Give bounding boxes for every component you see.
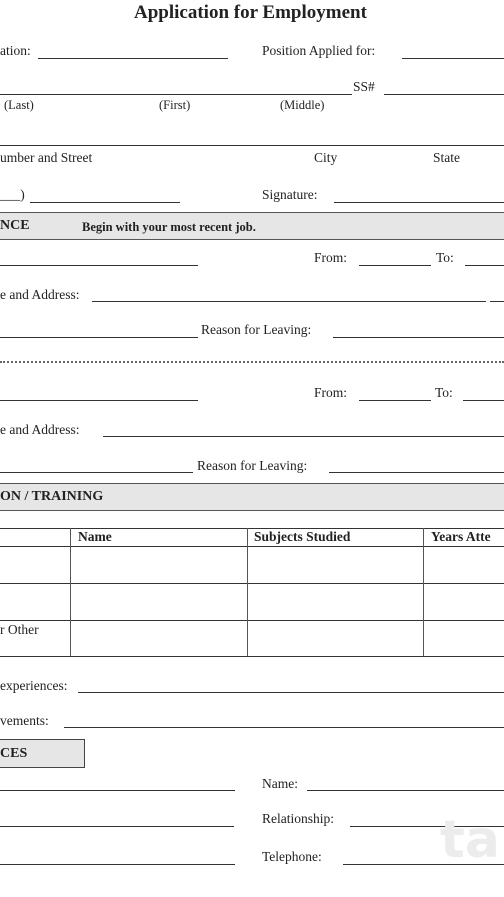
ss-label: SS# bbox=[353, 79, 375, 94]
address-field[interactable] bbox=[0, 145, 504, 146]
phone-paren: ___) bbox=[0, 187, 25, 202]
job1-address-field[interactable] bbox=[92, 301, 486, 302]
job1-reason-label: Reason for Leaving: bbox=[201, 322, 312, 337]
phone-field[interactable] bbox=[30, 202, 180, 203]
job1-to-field[interactable] bbox=[465, 265, 504, 266]
position-field[interactable] bbox=[38, 58, 228, 59]
job1-supervisor-field[interactable] bbox=[0, 337, 198, 338]
position-applied-for-field[interactable] bbox=[402, 58, 504, 59]
job2-from-label: From: bbox=[314, 385, 348, 400]
job-separator bbox=[0, 361, 504, 363]
edu-row-label-3: r Other bbox=[0, 622, 39, 637]
signature-label: Signature: bbox=[262, 187, 318, 202]
street-caption: umber and Street bbox=[0, 150, 93, 165]
ref-telephone-label: Telephone: bbox=[262, 849, 322, 864]
position-label: ation: bbox=[0, 43, 31, 58]
job1-address-field-end[interactable] bbox=[490, 301, 504, 302]
ref-left-field-2[interactable] bbox=[0, 826, 234, 827]
ss-field[interactable] bbox=[384, 94, 504, 95]
job2-reason-field[interactable] bbox=[329, 472, 504, 473]
ref-relationship-label: Relationship: bbox=[262, 811, 334, 826]
achievements-field[interactable] bbox=[64, 727, 504, 728]
references-section-title: CES bbox=[0, 746, 28, 761]
page-title: Application for Employment bbox=[134, 2, 367, 23]
experiences-label: experiences: bbox=[0, 678, 68, 693]
edu-row3-bottom bbox=[0, 656, 504, 657]
job1-employer-field[interactable] bbox=[0, 265, 198, 266]
job2-employer-field[interactable] bbox=[0, 400, 198, 401]
experiences-field[interactable] bbox=[78, 692, 504, 693]
middle-name-caption: (Middle) bbox=[280, 98, 325, 112]
city-caption: City bbox=[314, 150, 338, 165]
edu-table-top bbox=[0, 528, 504, 529]
watermark-logo: ta bbox=[440, 812, 500, 868]
edu-row2-bottom bbox=[0, 620, 504, 621]
last-name-caption: (Last) bbox=[4, 98, 34, 112]
position-applied-for-label: Position Applied for: bbox=[262, 43, 376, 58]
job2-reason-label: Reason for Leaving: bbox=[197, 458, 308, 473]
job1-from-label: From: bbox=[314, 250, 348, 265]
edu-col-divider-1 bbox=[70, 528, 71, 656]
education-section-title: ON / TRAINING bbox=[0, 489, 104, 504]
ref-name-field[interactable] bbox=[307, 790, 504, 791]
job2-from-field[interactable] bbox=[359, 400, 431, 401]
first-name-caption: (First) bbox=[159, 98, 191, 112]
edu-col-subjects: Subjects Studied bbox=[254, 529, 351, 544]
job2-to-field[interactable] bbox=[463, 400, 504, 401]
signature-field[interactable] bbox=[334, 202, 504, 203]
job1-from-field[interactable] bbox=[359, 265, 431, 266]
job2-address-field[interactable] bbox=[103, 436, 504, 437]
achievements-label: vements: bbox=[0, 713, 49, 728]
edu-col-divider-2 bbox=[247, 528, 248, 656]
job2-supervisor-field[interactable] bbox=[0, 472, 193, 473]
ref-name-label: Name: bbox=[262, 776, 298, 791]
job1-reason-field[interactable] bbox=[333, 337, 504, 338]
edu-row1-bottom bbox=[0, 583, 504, 584]
state-caption: State bbox=[433, 150, 460, 165]
edu-col-divider-3 bbox=[423, 528, 424, 656]
experience-instruction: Begin with your most recent job. bbox=[82, 220, 256, 234]
job1-address-label: e and Address: bbox=[0, 287, 80, 302]
experience-section-title: NCE bbox=[0, 218, 30, 233]
edu-table-header-bottom bbox=[0, 546, 504, 547]
job2-address-label: e and Address: bbox=[0, 422, 80, 437]
ref-left-field-3[interactable] bbox=[0, 864, 235, 865]
job2-to-label: To: bbox=[435, 385, 453, 400]
edu-col-name: Name bbox=[78, 529, 112, 544]
edu-col-years: Years Atte bbox=[431, 529, 491, 544]
name-field[interactable] bbox=[0, 94, 352, 95]
ref-left-field-1[interactable] bbox=[0, 790, 235, 791]
job1-to-label: To: bbox=[436, 250, 454, 265]
